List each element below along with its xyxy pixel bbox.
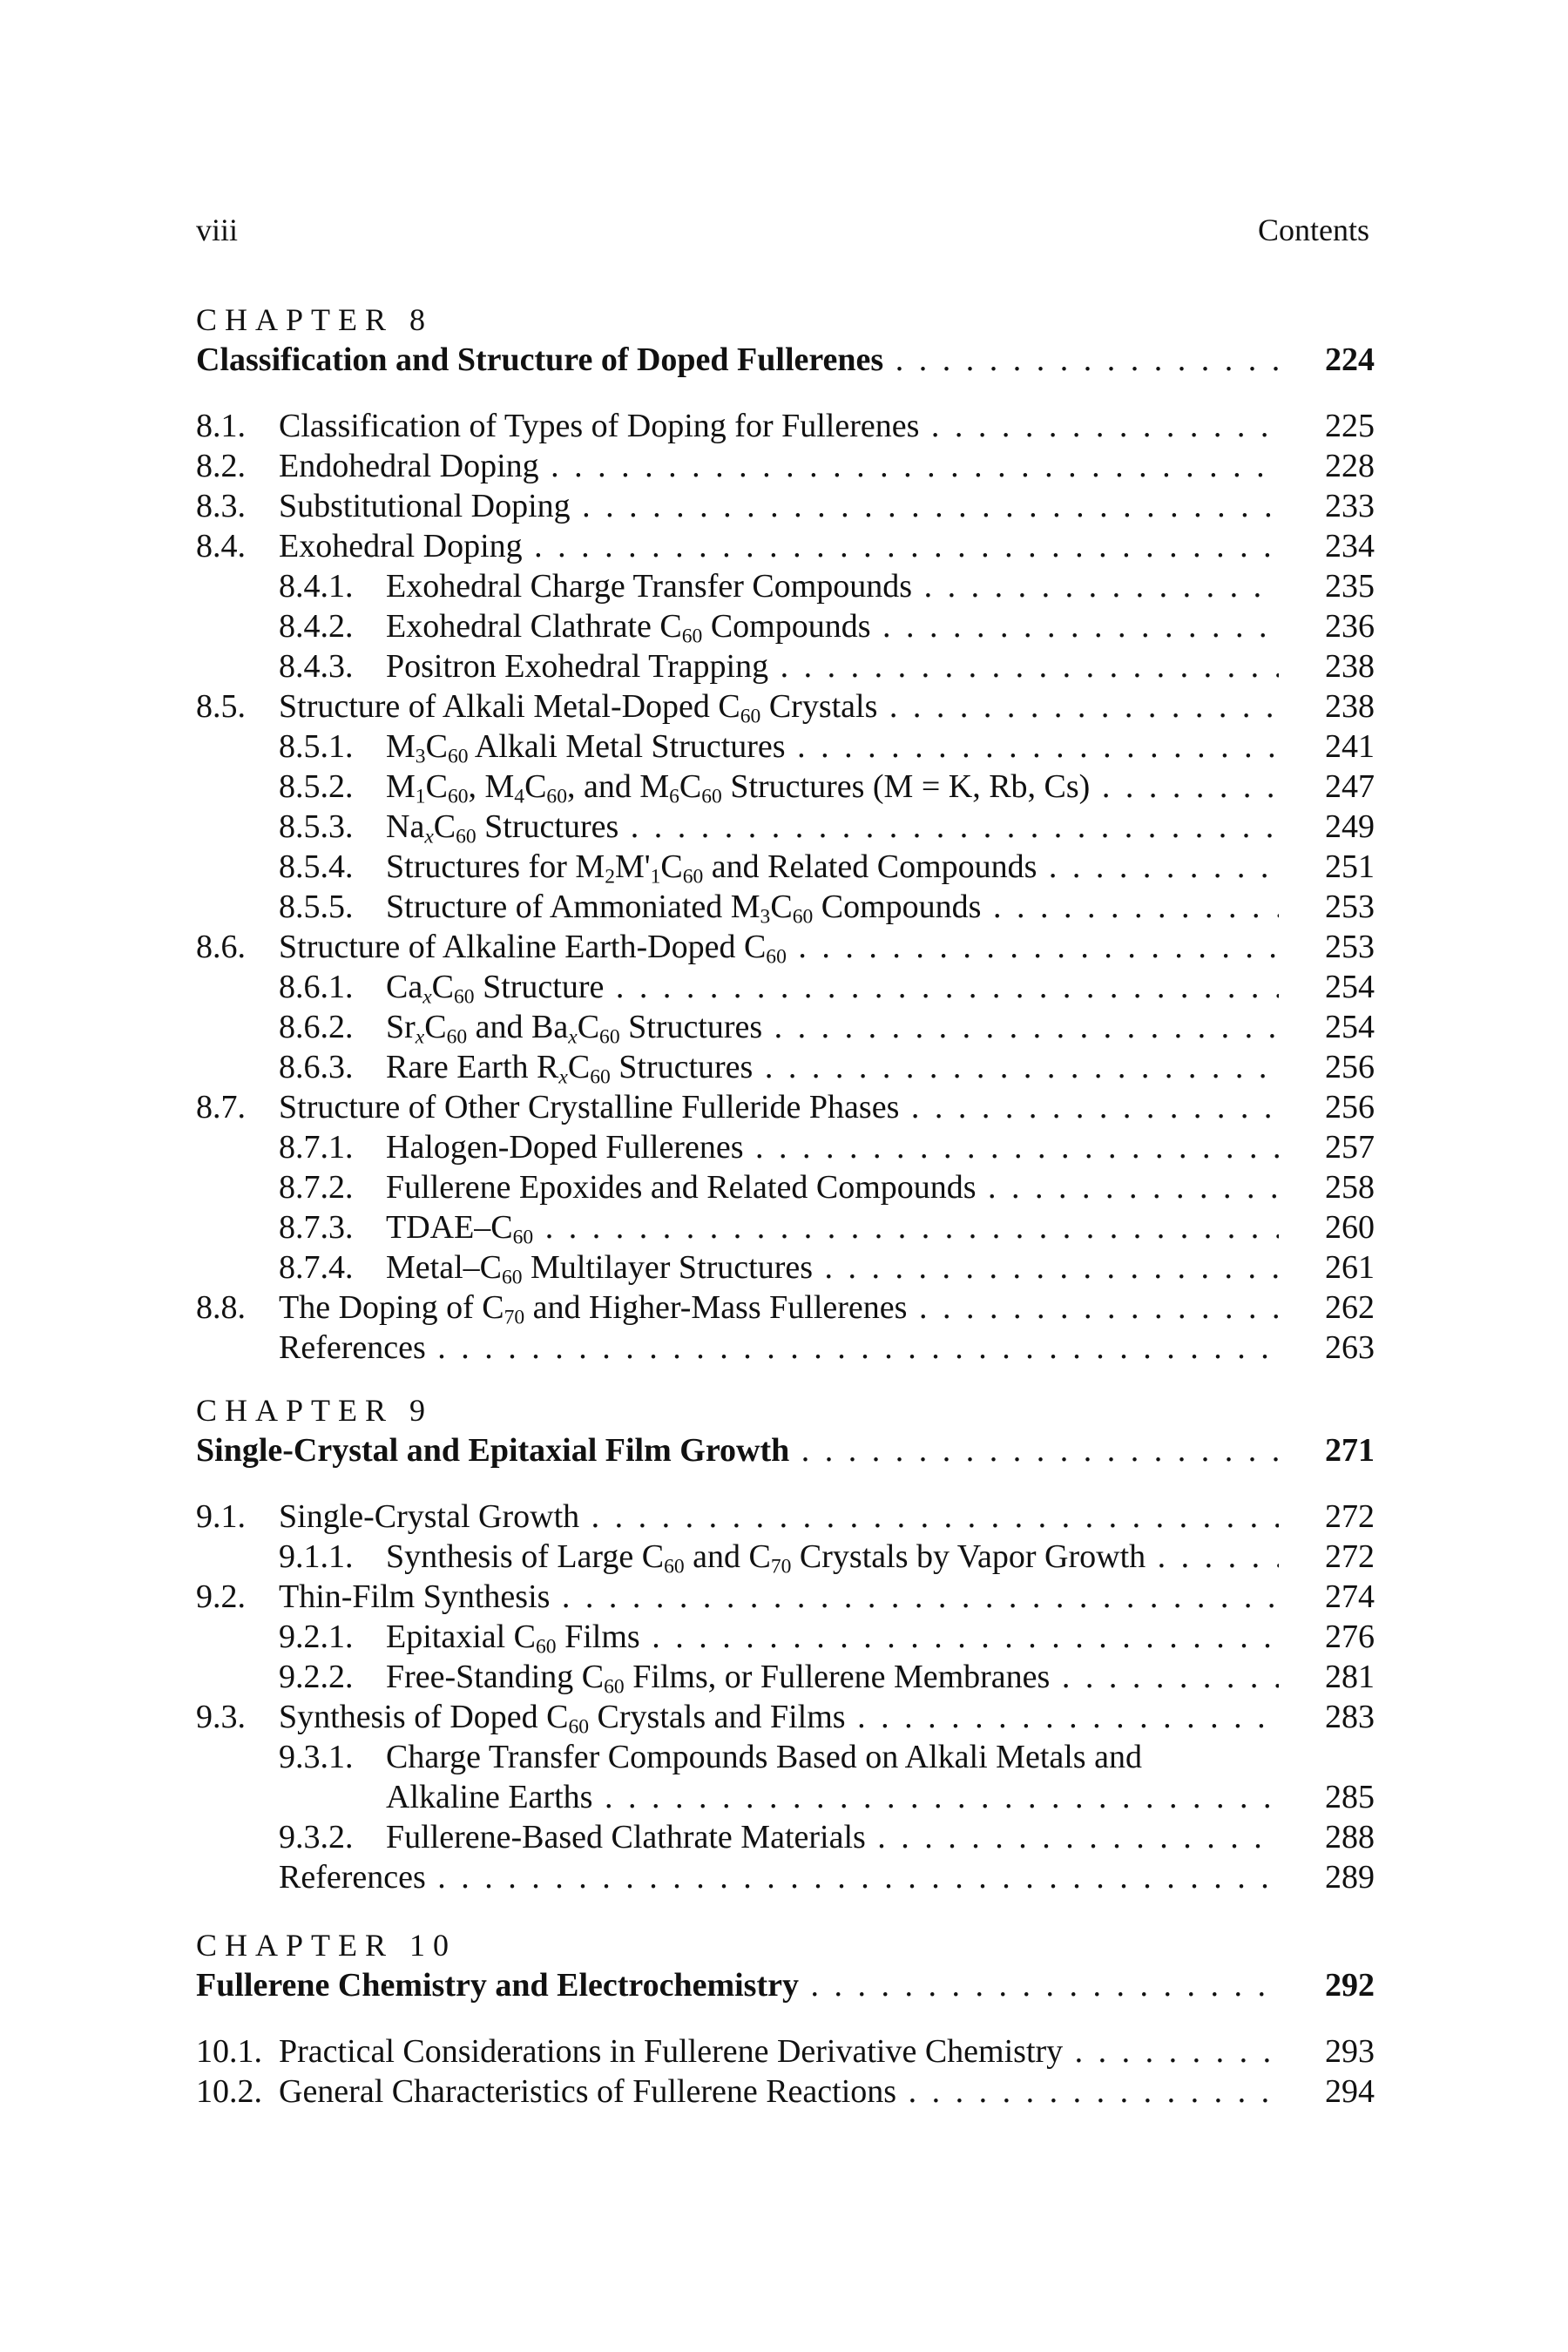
toc-entry[interactable]: [196, 1537, 1375, 1577]
entry-title: References . . .: [279, 1857, 1279, 1897]
toc-entry[interactable]: [196, 686, 1375, 727]
entry-number: 8.5.2.: [279, 768, 354, 805]
toc-entry[interactable]: [196, 1288, 1375, 1328]
entry-page: 233: [1325, 488, 1375, 524]
toc-entry[interactable]: [196, 566, 1375, 606]
entry-number: 8.6.2.: [279, 1009, 354, 1045]
entry-title: Structures for $M_2M'_1C_{60}$ and Related Compounds . . .: [386, 847, 1279, 887]
entry-page: 254: [1325, 1009, 1375, 1045]
entry-title: Halogen-Doped Fullerenes . . .: [386, 1127, 1279, 1167]
entry-number: 8.4.1.: [279, 568, 354, 605]
toc-entry[interactable]: [196, 847, 1375, 887]
entry-page: 241: [1325, 728, 1375, 765]
toc-entry[interactable]: [196, 446, 1375, 486]
toc-entry[interactable]: [196, 727, 1375, 767]
entry-number: 8.8.: [196, 1289, 246, 1326]
page-number: viii: [196, 213, 239, 247]
entry-title: General Characteristics of Fullerene Reactions . . .: [279, 2072, 1279, 2112]
entry-page: 256: [1325, 1049, 1375, 1085]
entry-title: Single-Crystal Growth . . .: [279, 1497, 1279, 1537]
toc-entry[interactable]: [196, 2072, 1375, 2112]
entry-title: Structure of Alkali Metal-Doped $C_{60}$ Crystals . . .: [279, 686, 1279, 727]
entry-page: 272: [1325, 1538, 1375, 1575]
entry-number: 8.6.: [196, 929, 246, 965]
entry-title: Epitaxial $C_{60}$ Films . . .: [386, 1617, 1279, 1657]
entry-page: 236: [1325, 608, 1375, 645]
toc-entry[interactable]: [196, 1697, 1375, 1737]
entry-number: 8.7.2.: [279, 1169, 354, 1206]
chapter-title: Classification and Structure of Doped Fullerenes . . .: [196, 340, 1279, 380]
chapter-title-row[interactable]: [196, 1965, 1375, 2005]
chapter-title: Single-Crystal and Epitaxial Film Growth . . .: [196, 1430, 1279, 1470]
entry-page: 289: [1325, 1859, 1375, 1896]
entry-number: 8.7.: [196, 1089, 246, 1125]
entry-number: 8.5.4.: [279, 848, 354, 885]
entry-page: 249: [1325, 808, 1375, 845]
entry-number: 8.5.1.: [279, 728, 354, 765]
entry-title: $Na_xC_{60}$ Structures . . .: [386, 807, 1279, 847]
entry-page: 235: [1325, 568, 1375, 605]
entry-page: 256: [1325, 1089, 1375, 1125]
toc-entry[interactable]: [196, 1087, 1375, 1127]
entry-page: 272: [1325, 1498, 1375, 1535]
entry-title: Classification of Types of Doping for Fullerenes . . .: [279, 406, 1279, 446]
entry-number: 8.5.5.: [279, 889, 354, 925]
toc-entry[interactable]: [196, 927, 1375, 967]
entry-title: TDAE–$C_{60}$ . . .: [386, 1207, 1279, 1247]
toc-entry[interactable]: [196, 526, 1375, 566]
entry-number: 9.3.: [196, 1699, 246, 1735]
chapter-10-block: [196, 1925, 1375, 2112]
entry-page: 293: [1325, 2033, 1375, 2070]
chapter-label: CHAPTER 10: [196, 1928, 457, 1963]
toc-entry-continuation[interactable]: [196, 1777, 1375, 1817]
entry-page: 238: [1325, 688, 1375, 725]
entry-page: 288: [1325, 1819, 1375, 1855]
entry-title: Structure of Other Crystalline Fulleride Phases . . .: [279, 1087, 1279, 1127]
entry-number: 8.4.2.: [279, 608, 354, 645]
toc-entry[interactable]: [196, 1167, 1375, 1207]
entry-page: 281: [1325, 1659, 1375, 1695]
toc-entry[interactable]: [196, 1007, 1375, 1047]
toc-entry[interactable]: [196, 646, 1375, 686]
running-title: Contents: [1257, 213, 1369, 247]
entry-page: 253: [1325, 889, 1375, 925]
toc-entry[interactable]: [196, 1207, 1375, 1247]
chapter-label: CHAPTER 8: [196, 302, 434, 337]
entry-number: 8.5.: [196, 688, 246, 725]
entry-number: 9.2.2.: [279, 1659, 354, 1695]
entry-page: 234: [1325, 528, 1375, 564]
chapter-page: 292: [1325, 1967, 1375, 2004]
entry-title: Synthesis of Doped $C_{60}$ Crystals and Films . . .: [279, 1697, 1279, 1737]
entry-number: 8.7.1.: [279, 1129, 354, 1166]
entry-number: 8.6.1.: [279, 969, 354, 1005]
entry-page: 276: [1325, 1619, 1375, 1655]
entry-number: 9.3.1.: [279, 1739, 354, 1775]
entry-title: Synthesis of Large $C_{60}$ and $C_{70}$ Crystals by Vapor Growth . . .: [386, 1537, 1279, 1577]
chapter-page: 271: [1325, 1432, 1375, 1469]
entry-title: Structure of Alkaline Earth-Doped $C_{60}$ . . .: [279, 927, 1279, 967]
entry-title: $M_1C_{60}$, $M_4C_{60}$, and $M_6C_{60}$ Structures (M = K, Rb, Cs) . . .: [386, 767, 1279, 807]
entry-page: 228: [1325, 448, 1375, 484]
toc-entry[interactable]: [196, 1617, 1375, 1657]
chapter-title-row[interactable]: [196, 340, 1375, 380]
entry-number: 9.2.: [196, 1578, 246, 1615]
entry-number: 8.3.: [196, 488, 246, 524]
entry-number: 8.4.: [196, 528, 246, 564]
entry-number: 8.4.3.: [279, 648, 354, 685]
entry-title: Exohedral Charge Transfer Compounds . . .: [386, 566, 1279, 606]
toc-entry[interactable]: [196, 967, 1375, 1007]
toc-entry[interactable]: [196, 807, 1375, 847]
toc-entry[interactable]: [196, 2031, 1375, 2072]
chapter-page: 224: [1325, 341, 1375, 378]
toc-entry-references[interactable]: [196, 1328, 1375, 1368]
toc-entry[interactable]: [196, 1497, 1375, 1537]
entry-page: 258: [1325, 1169, 1375, 1206]
entry-title: Endohedral Doping . . .: [279, 446, 1279, 486]
entry-title: Fullerene-Based Clathrate Materials . . .: [386, 1817, 1279, 1857]
entry-page: 262: [1325, 1289, 1375, 1326]
chapter-title: Fullerene Chemistry and Electrochemistry . . .: [196, 1965, 1279, 2005]
entry-number: 8.7.4.: [279, 1249, 354, 1286]
entry-number: 10.1.: [196, 2033, 262, 2070]
toc-entry[interactable]: [196, 767, 1375, 807]
entry-title: $M_3C_{60}$ Alkali Metal Structures . . .: [386, 727, 1279, 767]
toc-entry[interactable]: [196, 1047, 1375, 1087]
toc-entry[interactable]: [196, 486, 1375, 526]
entry-page: 251: [1325, 848, 1375, 885]
entry-title-continuation: Alkaline Earths . . .: [386, 1777, 1279, 1817]
entry-page: 261: [1325, 1249, 1375, 1286]
entry-title: Practical Considerations in Fullerene Derivative Chemistry . . .: [279, 2031, 1279, 2072]
entry-page: 260: [1325, 1209, 1375, 1246]
chapter-title-row[interactable]: [196, 1430, 1375, 1470]
entry-title: Exohedral Clathrate $C_{60}$ Compounds . . .: [386, 606, 1279, 646]
toc-entry[interactable]: [196, 1657, 1375, 1697]
chapter-label: CHAPTER 9: [196, 1393, 434, 1428]
entry-number: 8.7.3.: [279, 1209, 354, 1246]
entry-number: 9.1.: [196, 1498, 246, 1535]
entry-number: 8.2.: [196, 448, 246, 484]
entry-title: Thin-Film Synthesis . . .: [279, 1577, 1279, 1617]
entry-page: 294: [1325, 2073, 1375, 2110]
toc-entry[interactable]: [196, 406, 1375, 446]
entry-page: 283: [1325, 1699, 1375, 1735]
entry-title: Fullerene Epoxides and Related Compounds . . .: [386, 1167, 1279, 1207]
chapter-9-block: [196, 1390, 1375, 1897]
entry-number: 8.5.3.: [279, 808, 354, 845]
entry-title: $Ca_xC_{60}$ Structure . . .: [386, 967, 1279, 1007]
entry-number: 8.1.: [196, 408, 246, 444]
entry-title: $Sr_xC_{60}$ and $Ba_xC_{60}$ Structures . . .: [386, 1007, 1279, 1047]
entry-title: Charge Transfer Compounds Based on Alkali Metals and: [386, 1739, 1142, 1775]
entry-title: References . . .: [279, 1328, 1279, 1368]
entry-number: 8.6.3.: [279, 1049, 354, 1085]
entry-title: Metal–$C_{60}$ Multilayer Structures . . .: [386, 1247, 1279, 1288]
toc-entry[interactable]: [196, 1577, 1375, 1617]
entry-number: 9.2.1.: [279, 1619, 354, 1655]
toc-entry[interactable]: [196, 887, 1375, 927]
entry-page: 253: [1325, 929, 1375, 965]
entry-title: Exohedral Doping . . .: [279, 526, 1279, 566]
entry-title: Free-Standing $C_{60}$ Films, or Fullerene Membranes . . .: [386, 1657, 1279, 1697]
toc-entry[interactable]: [196, 1247, 1375, 1288]
entry-number: 9.3.2.: [279, 1819, 354, 1855]
toc-entry-first-line[interactable]: [196, 1737, 1375, 1777]
entry-title: Structure of Ammoniated $M_3C_{60}$ Compounds . . .: [386, 887, 1279, 927]
entry-page: 274: [1325, 1578, 1375, 1615]
entry-page: 263: [1325, 1329, 1375, 1366]
entry-number: 10.2.: [196, 2073, 262, 2110]
chapter-8-block: [196, 300, 1375, 1368]
entry-page: 254: [1325, 969, 1375, 1005]
entry-page: 225: [1325, 408, 1375, 444]
entry-page: 285: [1325, 1779, 1375, 1815]
entry-page: 257: [1325, 1129, 1375, 1166]
entry-page: 238: [1325, 648, 1375, 685]
entry-title: Positron Exohedral Trapping . . .: [386, 646, 1279, 686]
entry-title: Substitutional Doping . . .: [279, 486, 1279, 526]
entry-title: The Doping of $C_{70}$ and Higher-Mass Fullerenes . . .: [279, 1288, 1279, 1328]
toc-entry[interactable]: [196, 1127, 1375, 1167]
toc-entry[interactable]: [196, 1817, 1375, 1857]
toc-entry-references[interactable]: [196, 1857, 1375, 1897]
entry-title: Rare Earth $R_xC_{60}$ Structures . . .: [386, 1047, 1279, 1087]
toc-entry[interactable]: [196, 606, 1375, 646]
entry-number: 9.1.1.: [279, 1538, 354, 1575]
entry-page: 247: [1325, 768, 1375, 805]
